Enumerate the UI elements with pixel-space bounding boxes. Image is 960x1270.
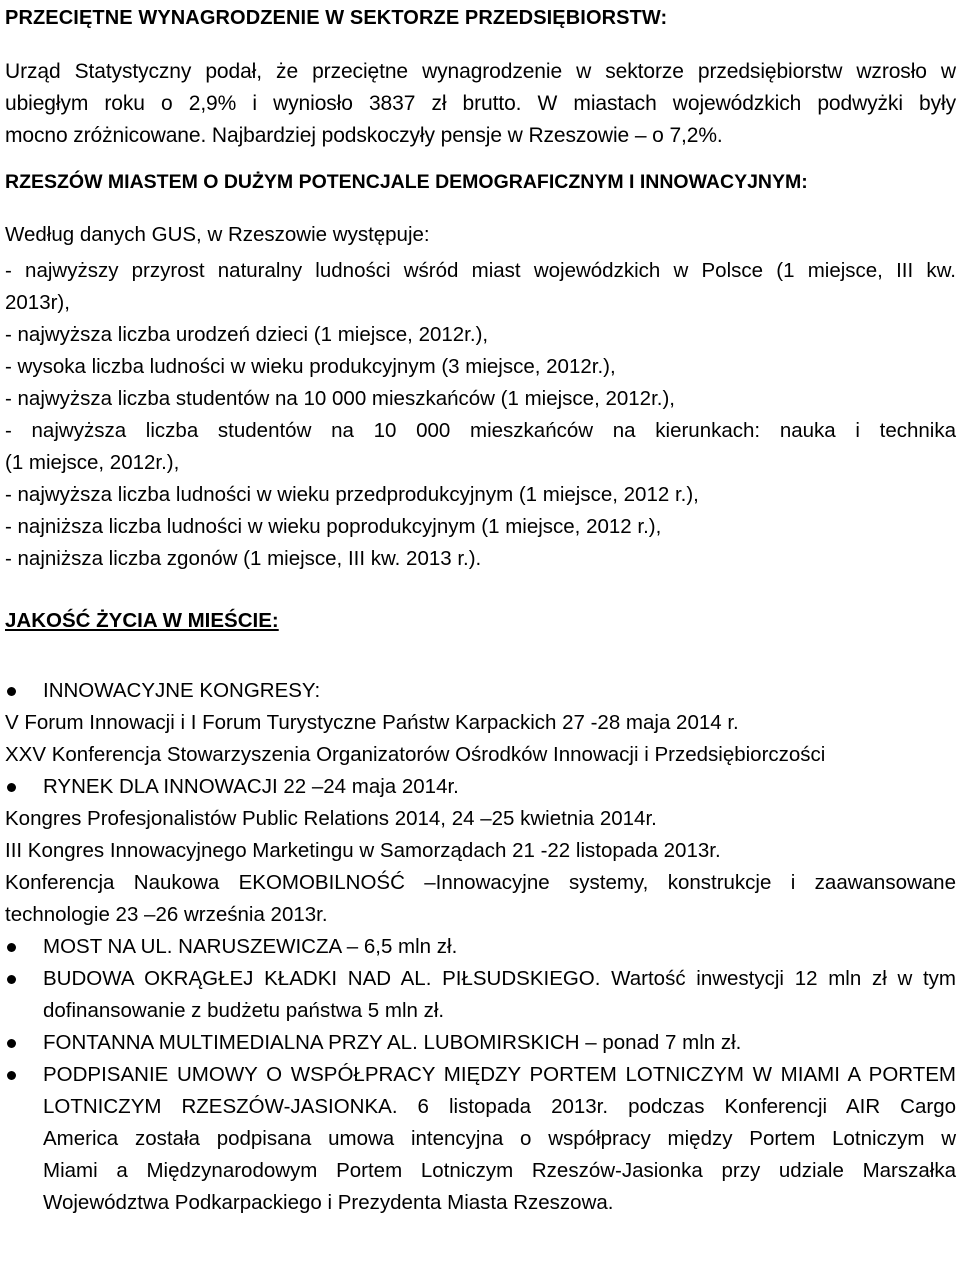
section-heading-demography: RZESZÓW MIASTEM O DUŻYM POTENCJALE DEMOGRAFICZNYM I INNOWACYJNYM: xyxy=(5,171,808,193)
congress-line: V Forum Innowacji i I Forum Turystyczne Państw Karpackich 27 -28 maja 2014 r. xyxy=(5,711,739,734)
bullet-line: Województwa Podkarpackiego i Prezydenta Miasta Rzeszowa. xyxy=(43,1191,614,1214)
congress-line: Konferencja Naukowa EKOMOBILNOŚĆ –Innowacyjne systemy, konstrukcje i zaawansowane xyxy=(5,871,956,894)
paragraph-line: Urząd Statystyczny podał, że przeciętne wynagrodzenie w sektorze przedsiębiorstw wzrosło w xyxy=(5,60,956,83)
congress-line: III Kongres Innowacyjnego Marketingu w Samorządach 21 -22 listopada 2013r. xyxy=(5,839,721,862)
document-page xyxy=(0,2,960,1270)
bullet-item-airport-agreement xyxy=(5,1059,956,1219)
congress-line: technologie 23 –26 września 2013r. xyxy=(5,903,328,926)
bullet-item-bridge: MOST NA UL. NARUSZEWICZA – 6,5 mln zł. xyxy=(5,931,956,963)
bullet-item-market: RYNEK DLA INNOWACJI 22 –24 maja 2014r. xyxy=(5,771,956,803)
congress-line: XXV Konferencja Stowarzyszenia Organizatorów Ośrodków Innowacji i Przedsiębiorczości xyxy=(5,743,826,766)
list-item: - najniższa liczba zgonów (1 miejsce, III kw. 2013 r.). xyxy=(5,547,482,570)
bullet-line: BUDOWA OKRĄGŁEJ KŁADKI NAD AL. PIŁSUDSKIEGO. Wartość inwestycji 12 mln zł w tym xyxy=(43,967,956,990)
bullet-line: America została podpisana umowa intencyjna o współpracy między Portem Lotniczym w xyxy=(43,1127,956,1150)
list-item: - najwyższa liczba urodzeń dzieci (1 miejsce, 2012r.), xyxy=(5,323,489,346)
bullet-line: Miami a Międzynarodowym Portem Lotniczym Rzeszów-Jasionka przy udziale Marszałka xyxy=(43,1159,956,1182)
bullet-line: PODPISANIE UMOWY O WSPÓŁPRACY MIĘDZY PORTEM LOTNICZYM W MIAMI A PORTEM xyxy=(43,1063,956,1086)
list-item: - najwyższa liczba studentów na 10 000 mieszkańców (1 miejsce, 2012r.), xyxy=(5,387,675,410)
congress-line: Kongres Profesjonalistów Public Relations 2014, 24 –25 kwietnia 2014r. xyxy=(5,807,657,830)
bullet-item-congresses: INNOWACYJNE KONGRESY: xyxy=(5,675,956,707)
gus-intro: Według danych GUS, w Rzeszowie występuje: xyxy=(5,223,430,246)
list-item: (1 miejsce, 2012r.), xyxy=(5,451,180,474)
paragraph-line: mocno zróżnicowane. Najbardziej podskoczyły pensje w Rzeszowie – o 7,2%. xyxy=(5,124,723,147)
list-item: - najwyższa liczba ludności w wieku przedprodukcyjnym (1 miejsce, 2012 r.), xyxy=(5,483,699,506)
section-heading-quality-of-life: JAKOŚĆ ŻYCIA W MIEŚCIE: xyxy=(5,609,279,632)
paragraph-line: ubiegłym roku o 2,9% i wyniosło 3837 zł brutto. W miastach wojewódzkich podwyżki były xyxy=(5,92,956,115)
section-heading-wages: PRZECIĘTNE WYNAGRODZENIE W SEKTORZE PRZEDSIĘBIORSTW: xyxy=(5,7,668,29)
list-item: - najwyższa liczba studentów na 10 000 mieszkańców na kierunkach: nauka i technika xyxy=(5,419,956,442)
gus-list xyxy=(5,255,956,575)
bullet-item-fountain: FONTANNA MULTIMEDIALNA PRZY AL. LUBOMIRSKICH – ponad 7 mln zł. xyxy=(5,1027,956,1059)
bullet-item-footbridge xyxy=(5,963,956,1027)
wages-paragraph xyxy=(5,56,956,152)
list-item: - wysoka liczba ludności w wieku produkcyjnym (3 miejsce, 2012r.), xyxy=(5,355,616,378)
bullet-line: LOTNICZYM RZESZÓW-JASIONKA. 6 listopada 2013r. podczas Konferencji AIR Cargo xyxy=(43,1095,956,1118)
list-item: 2013r), xyxy=(5,291,70,314)
bullet-line: dofinansowanie z budżetu państwa 5 mln zł. xyxy=(43,999,445,1022)
list-item: - najniższa liczba ludności w wieku poprodukcyjnym (1 miejsce, 2012 r.), xyxy=(5,515,662,538)
list-item: - najwyższy przyrost naturalny ludności wśród miast wojewódzkich w Polsce (1 miejsce, III kw. xyxy=(5,259,956,282)
